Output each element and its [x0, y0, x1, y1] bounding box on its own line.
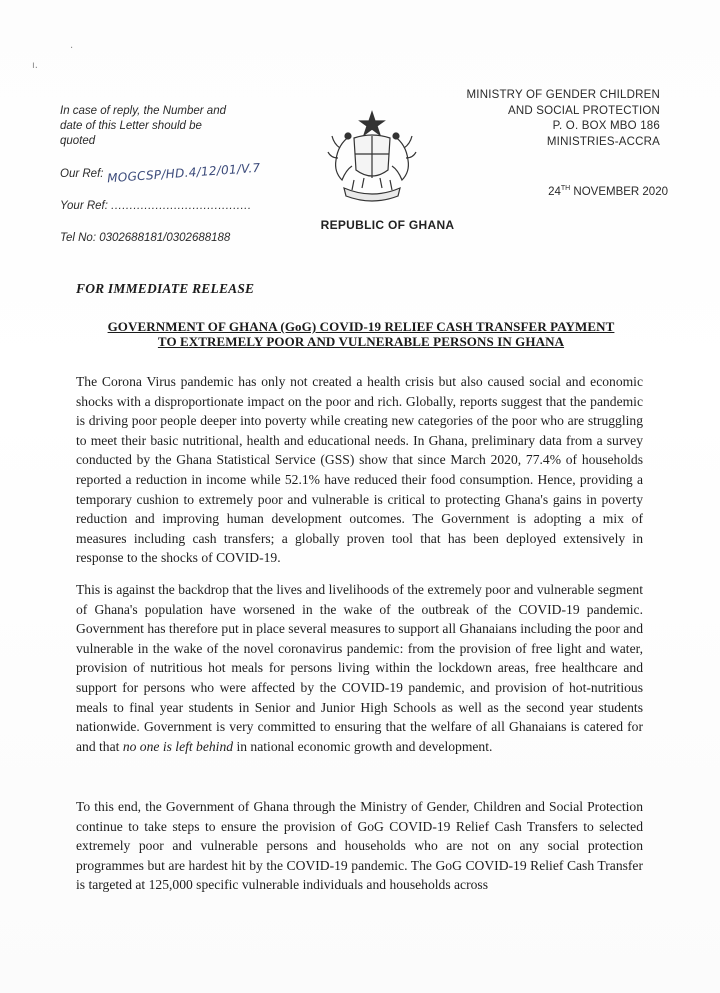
- ministry-line: MINISTRY OF GENDER CHILDREN: [466, 89, 660, 101]
- stray-mark: .: [70, 40, 74, 51]
- paragraph-2-italic: no one is left behind: [122, 738, 234, 754]
- stray-mark-2: ı.: [32, 60, 38, 71]
- heading-line-1: GOVERNMENT OF GHANA (GoG) COVID-19 RELIEF CASH TRANSFER PAYMENT: [107, 319, 615, 334]
- republic-label: REPUBLIC OF GHANA: [320, 218, 455, 232]
- your-ref-label: Your Ref:: [60, 200, 108, 212]
- paragraph-2-main: This is against the backdrop that the lives and livelihoods of the extremely poor and vulnerable segment of Ghana's population have worsened in the wake of the outbreak of the COVID-19 pandemic. Government has therefore put in place several measures to support all Ghanaians including the poor and vulnerable in the wake of the novel coronavirus pandemic: from the provision of free light and water, provision of nutritious hot meals for persons living within the lockdown areas, free healthcare and support for persons who were affected by the COVID-19 pandemic, and provision of hot-nutritious meals to final year students in Senior and Junior High Schools as well as the second year students nationwide. Government is very committed to ensuring that the welfare of all Ghanaians is catered for and that: [76, 582, 643, 754]
- paragraph-2-end: in national economic growth and development.: [233, 738, 493, 754]
- ministry-address: [467, 88, 660, 150]
- your-ref-dots: ......................................: [111, 200, 252, 212]
- date-suffix: TH: [560, 185, 571, 192]
- reply-note: In case of reply, the Number and date of this Letter should be quoted: [60, 105, 226, 147]
- reply-note-block: [60, 104, 230, 149]
- our-ref-label: Our Ref:: [60, 168, 104, 180]
- date-rest: NOVEMBER 2020: [570, 185, 668, 198]
- ministry-line: MINISTRIES-ACCRA: [546, 135, 660, 148]
- your-ref-line: [60, 200, 252, 212]
- letter-date: [548, 185, 668, 198]
- our-ref-line: [60, 160, 261, 186]
- document-heading: [76, 319, 646, 349]
- paragraph-1: The Corona Virus pandemic has only not created a health crisis but also caused social and economic shocks with a disproportionate impact on the poor and rich. Globally, reports suggest that the pandemic is driving poor people deeper into poverty while creating new categories of the poor who are struggling to meet their basic nutritional, health and educational needs. In Ghana, preliminary data from a survey conducted by the Ghana Statistical Service (GSS) show that since March 2020, 77.4% of households reported a reduction in income while 52.1% have reduced their food consumption. Hence, providing a temporary cushion to extremely poor and vulnerable is critical to protecting Ghana's gains in poverty reduction and improving human development outcomes. The Government is adopting a mix of measures including cash transfers; a globally proven tool that has been deployed extensively in response to the shocks of COVID-19.: [76, 374, 643, 566]
- ministry-line: AND SOCIAL PROTECTION: [507, 104, 660, 117]
- our-ref-value: MOGCSP/HD.4/12/01/V.7: [106, 160, 261, 186]
- paragraph-3: To this end, the Government of Ghana through the Ministry of Gender, Children and Social Protection continue to take steps to ensure the provision of GoG COVID-19 Relief Cash Transfers to selected extremely poor and vulnerable persons and households who are not on any social protection programmes but are hardest hit by the COVID-19 pandemic. The GoG COVID-19 Relief Cash Transfer is targeted at 125,000 specific vulnerable individuals and households across: [76, 799, 643, 893]
- coat-of-arms-icon: [324, 108, 420, 212]
- date-day: 24: [548, 185, 561, 198]
- ministry-line: P. O. BOX MBO 186: [552, 120, 660, 132]
- release-label: FOR IMMEDIATE RELEASE: [76, 281, 255, 296]
- tel-number: Tel No: 0302688181/0302688188: [60, 232, 231, 244]
- paragraph-2: [76, 580, 643, 756]
- heading-line-2: TO EXTREMELY POOR AND VULNERABLE PERSONS IN GHANA: [157, 334, 565, 349]
